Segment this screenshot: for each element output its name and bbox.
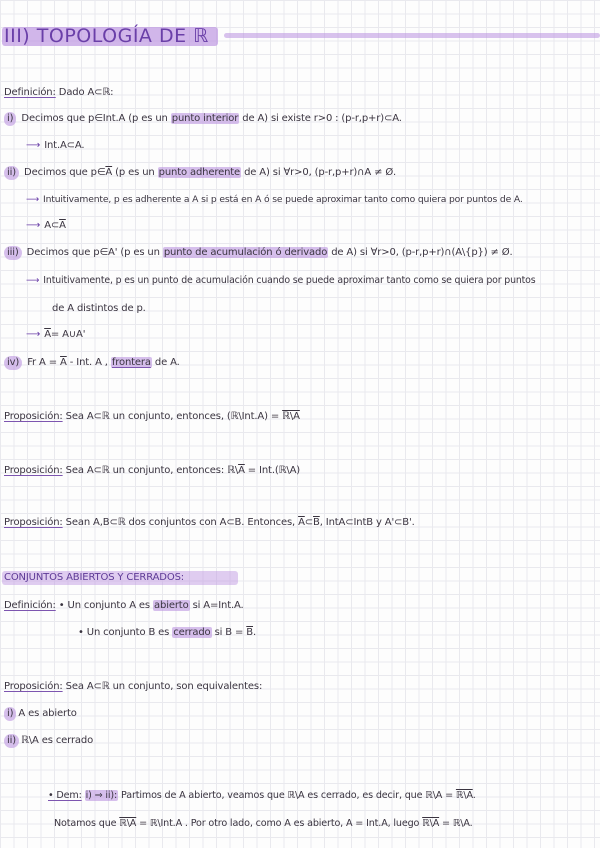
item-i-highlight: punto interior: [171, 113, 239, 124]
proof-line-2: [54, 817, 473, 831]
item-ii-text-c: de A) si ∀r>0, (p-r,p+r)∩A ≠ Ø.: [244, 167, 397, 178]
definition-heading: [4, 86, 113, 100]
item-ii-intuition: [26, 193, 523, 207]
proposition-4-label: Proposición:: [4, 681, 63, 692]
proposition-2: [4, 464, 300, 478]
item-iv: [4, 356, 180, 370]
item-ii-arrow1-text: Intuitivamente, p es adherente a A si p está en A ó se puede aproximar tanto como quiera por puntos de A.: [43, 194, 523, 205]
proposition-4: [4, 680, 262, 694]
proof-closure: ℝ\A: [455, 790, 473, 801]
item-ii-number: ii): [4, 166, 19, 180]
item-iii-arrow2-closure: $\overline{A}$: [44, 329, 51, 340]
definition-text: Dado A⊂ℝ:: [58, 87, 114, 98]
proposition-2-text-a: Sea A⊂ℝ un conjunto, entonces: ℝ\: [65, 465, 239, 476]
item-i-consequence: [26, 139, 84, 153]
proof-line-2-text-b: = ℝ\Int.A . Por otro lado, como A es abierto, A = Int.A, luego: [139, 818, 420, 829]
arrow-icon: ⟶: [26, 194, 40, 205]
item-i: [4, 112, 402, 126]
item-ii-text-a: Decimos que p∈: [24, 167, 106, 178]
proposition-4-item-ii: [4, 734, 93, 748]
item-iv-text-b: - Int. A ,: [69, 357, 108, 368]
item-iv-text-c: de A.: [154, 357, 180, 368]
item-ii: [4, 166, 396, 180]
item-ii-highlight: punto adherente: [158, 167, 241, 178]
item-iii-highlight: punto de acumulación ó derivado: [163, 247, 328, 258]
proof-line-2-text-c: = ℝ\A.: [442, 818, 473, 829]
definition-2-text-b1: • Un conjunto B es: [78, 627, 170, 638]
page-title: III) TOPOLOGÍA DE ℝ: [4, 25, 209, 47]
arrow-icon: ⟶: [26, 220, 41, 231]
proposition-3-subset: ⊂: [304, 517, 314, 528]
item-iii-text-a: Decimos que p∈A' (p es un: [26, 247, 160, 258]
proposition-3-closure-a: $\overline{A}$: [298, 517, 305, 528]
definition-2-line-a: [4, 599, 244, 613]
item-iii: [4, 246, 513, 260]
proof-text-a: Partimos de A abierto, veamos que ℝ\A es cerrado, es decir, que ℝ\A =: [121, 790, 454, 801]
proposition-3-label: Proposición:: [4, 517, 63, 528]
definition-label: Definición:: [4, 87, 56, 98]
proof-line-2-closure-b: ℝ\A: [422, 818, 440, 829]
proof-label: • Dem:: [48, 790, 82, 801]
proposition-3-text-c: , IntA⊂IntB y A'⊂B'.: [319, 517, 415, 528]
definition-2-closed-highlight: cerrado: [173, 627, 211, 638]
item-i-text-a: Decimos que p∈Int.A (p es un: [21, 113, 168, 124]
arrow-icon: ⟶: [26, 329, 41, 340]
proposition-1-closure: ℝ\A: [282, 411, 300, 422]
proposition-2-closure: $\overline{A}$: [238, 465, 245, 476]
item-iii-arrow1-text: Intuitivamente, p es un punto de acumulación cuando se puede aproximar tanto como se quiera por puntos: [43, 275, 536, 286]
item-iii-text-b: de A) si ∀r>0, (p-r,p+r)∩(A\{p}) ≠ Ø.: [331, 247, 513, 258]
item-iii-arrow2-text: = A∪A': [50, 329, 86, 340]
proof-line-2-text-a: Notamos que: [54, 818, 117, 829]
item-ii-arrow2-text: A⊂: [44, 220, 60, 231]
proposition-1-text: Sea A⊂ℝ un conjunto, entonces, (ℝ\Int.A) =: [65, 411, 280, 422]
proof-period: .: [472, 790, 476, 801]
item-iv-highlight: frontera: [111, 357, 151, 368]
proposition-4-item-ii-number: ii): [4, 734, 19, 748]
item-i-text-b: de A) si existe r>0 : (p-r,p+r)⊂A.: [242, 113, 402, 124]
proposition-4-item-i-number: i): [4, 707, 16, 721]
proof-direction: i) ⇒ ii):: [85, 790, 118, 801]
definition-2-text-b2: si B =: [214, 627, 244, 638]
item-ii-consequence: [26, 219, 66, 233]
item-i-number: i): [4, 112, 16, 126]
proposition-1-label: Proposición:: [4, 411, 63, 422]
definition-2-open-highlight: abierto: [154, 600, 189, 611]
definition-2-closure: $\overline{B}$: [246, 627, 253, 638]
proposition-1: [4, 410, 300, 424]
item-ii-arrow2-closure: $\overline{A}$: [59, 220, 66, 231]
proposition-4-item-i-text: A es abierto: [18, 708, 77, 719]
title-underline-stroke: [224, 33, 600, 38]
item-iii-arrow1-text-cont: de A distintos de p.: [52, 303, 146, 314]
item-ii-closure: $\overline{A}$: [105, 167, 113, 178]
item-iv-text-a: Fr A =: [27, 357, 58, 368]
definition-2-text-a2: si A=Int.A.: [192, 600, 244, 611]
item-iii-consequence: [26, 328, 85, 342]
arrow-icon: ⟶: [26, 275, 40, 286]
item-i-arrow-text: Int.A⊂A.: [44, 140, 85, 151]
proposition-3-closure-b: $\overline{B}$: [313, 517, 320, 528]
proof-line-1: [48, 789, 476, 803]
proposition-4-item-ii-text: ℝ\A es cerrado: [21, 735, 94, 746]
item-iii-number: iii): [4, 246, 22, 260]
proposition-3: [4, 516, 415, 530]
section-heading: CONJUNTOS ABIERTOS Y CERRADOS:: [4, 572, 184, 583]
definition-2-text-a1: • Un conjunto A es: [58, 600, 150, 611]
item-iii-intuition-cont: [52, 302, 146, 316]
definition-2-line-b: [78, 626, 256, 640]
definition-2-label: Definición:: [4, 600, 56, 611]
item-iv-closure: $\overline{A}$: [60, 357, 67, 368]
proposition-4-text: Sea A⊂ℝ un conjunto, son equivalentes:: [65, 681, 263, 692]
item-iii-intuition: [26, 274, 536, 288]
proposition-2-text-b: = Int.(ℝ\A): [247, 465, 301, 476]
definition-2-period: .: [253, 627, 257, 638]
proof-line-2-closure-a: ℝ\A: [119, 818, 137, 829]
proposition-2-label: Proposición:: [4, 465, 63, 476]
proposition-3-text-a: Sean A,B⊂ℝ dos conjuntos con A⊂B. Entonces,: [65, 517, 296, 528]
proposition-4-item-i: [4, 707, 77, 721]
item-ii-text-b: (p es un: [115, 167, 155, 178]
arrow-icon: ⟶: [26, 140, 41, 151]
item-iv-number: iv): [4, 356, 22, 370]
